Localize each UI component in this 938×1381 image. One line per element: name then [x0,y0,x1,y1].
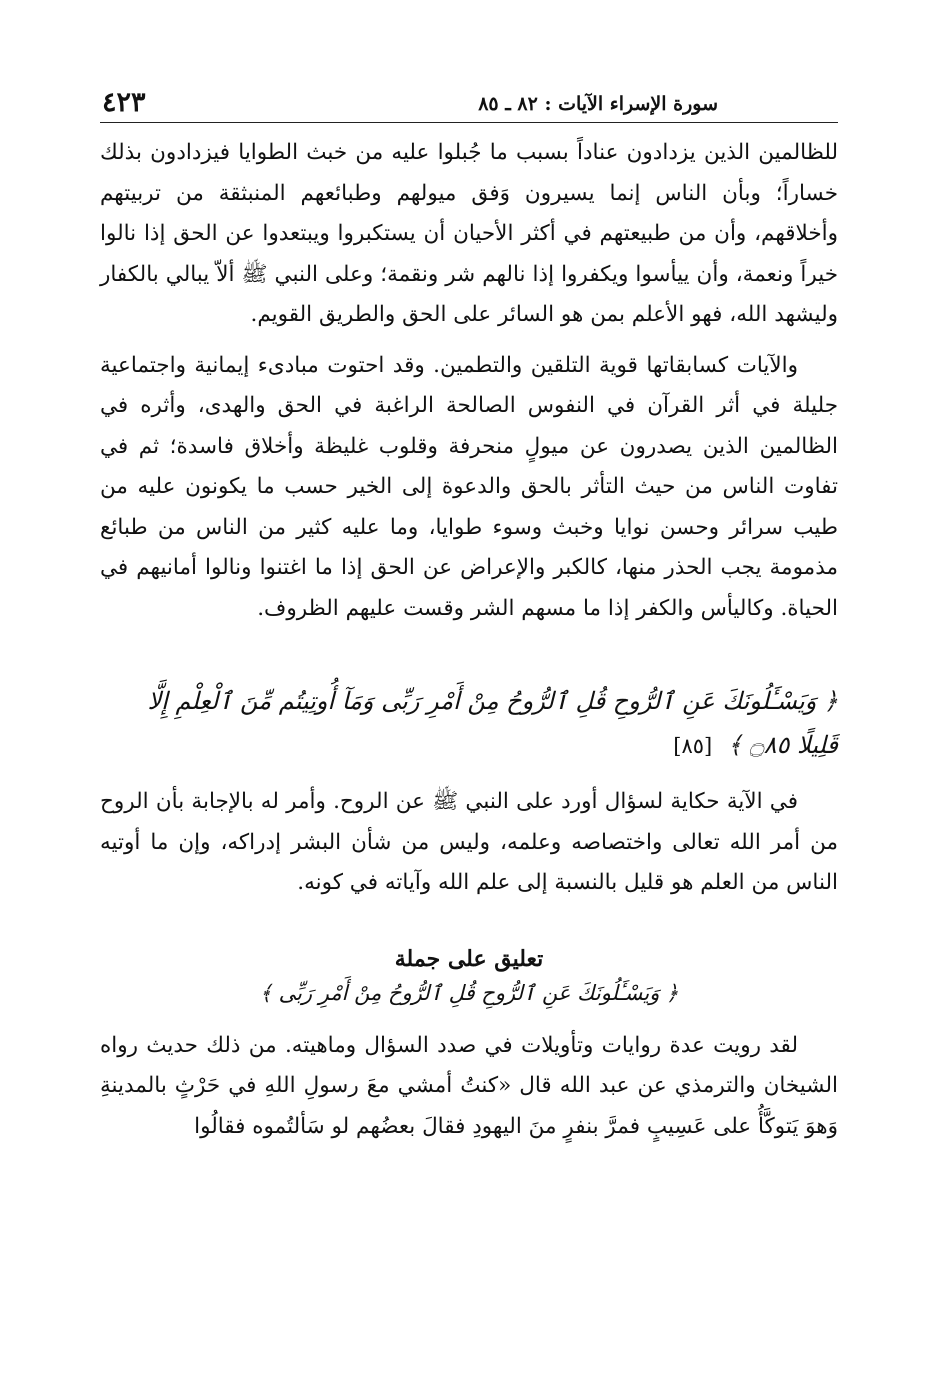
paragraph-1: للظالمين الذين يزدادون عناداً بسبب ما جُبلوا عليه من خبث الطوايا فيزدادون بذلك خساراً؛ وبأن الناس إنما يسيرون وَفق ميولهم وطبائعهم المنبثقة من تربيتهم وأخلاقهم، وأن من طبيعتهم في أكثر الأحيان أن يستكبروا ويبتعدوا عن الحق إذا نالوا خيراً ونعمة، وأن ييأسوا ويكفروا إذا نالهم شر ونقمة؛ وعلى النبي ﷺ ألاّ يبالي بالكفار وليشهد الله، فهو الأعلم بمن هو السائر على الحق والطريق القويم. [100,140,838,327]
paragraph-3: في الآية حكاية لسؤال أورد على النبي ﷺ عن الروح. وأمر له بالإجابة بأن الروح من أمر الله تعالى واختصاصه وعلمه، وليس من شأن البشر إدراكه، وإن ما أوتيه الناس من العلم هو قليل بالنسبة إلى علم الله وآياته في كونه. [100,789,838,895]
running-title: سورة الإسراء الآيات : ٨٢ ـ ٨٥ [478,93,718,115]
verse-reference: [٨٥] [673,734,713,758]
verse-text: ﴿ وَيَسْـَٔلُونَكَ عَنِ ٱلرُّوحِ قُلِ ٱلرُّوحُ مِنْ أَمْرِ رَبِّى وَمَآ أُوتِيتُم مِّنَ ٱلْعِلْمِ إِلَّا قَلِيلًا ۝٨٥ ﴾ [147,687,838,759]
section-heading: تعليق على جملة [394,945,544,972]
section-verse: ﴿ وَيَسْـَٔلُونَكَ عَنِ ٱلرُّوحِ قُلِ ٱلرُّوحُ مِنْ أَمْرِ رَبِّى ﴾ [259,980,679,1005]
paragraph-4: لقد رويت عدة روايات وتأويلات في صدد السؤال وماهيته. من ذلك حديث رواه الشيخان والترمذي عن عبد الله قال «كنتُ أمشي معَ رسولِ اللهِ في حَرْثٍ بالمدينةِ وَهوَ يَتوكَّأُ على عَسِيبٍ فمرَّ بنفرٍ منَ اليهودِ فقالَ بعضُهم لو سَألتُموه فقالُوا [100,1032,838,1139]
page-header [100,88,838,123]
page-number: ٤٢٣ [102,87,146,118]
quran-verse-85 [100,679,838,768]
document-page [100,88,838,1147]
paragraph-2: والآيات كسابقاتها قوية التلقين والتطمين. وقد احتوت مبادىء إيمانية واجتماعية جليلة في أثر القرآن في النفوس الصالحة الراغبة في الحق والهدى، وأثره في الظالمين الذين يصدرون عن ميولٍ منحرفة وقلوب غليظة وأخلاق فاسدة؛ ثم في تفاوت الناس من حيث التأثر بالحق والدعوة إلى الخير حسب ما يكونون عليه من طيب سرائر وحسن نوايا وخبث وسوء طوايا، وما عليه كثير من الناس من طبائع مذمومة يجب الحذر منها، كالكبر والإعراض عن الحق إذا ما اغتنوا ونالوا أمانيهم في الحياة. وكاليأس والكفر إذا ما مسهم الشر وقست عليهم الظروف. [100,352,838,621]
